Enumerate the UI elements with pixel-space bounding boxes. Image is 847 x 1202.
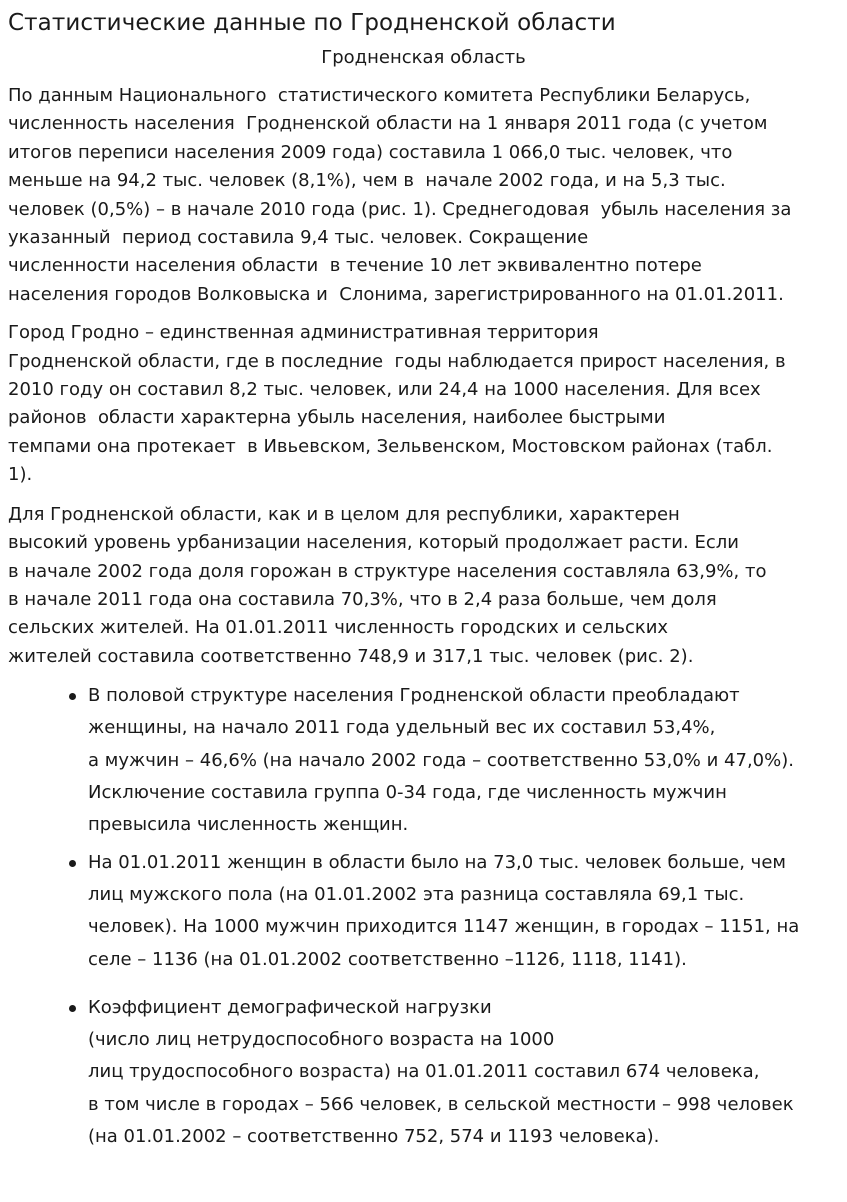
paragraph-grodno-city: [8, 319, 847, 489]
region-subtitle: Гродненская область: [321, 47, 526, 68]
text-line: человек (0,5%) – в начале 2010 года (рис. 1). Среднегодовая убыль населения за: [8, 198, 792, 220]
text-line: (на 01.01.2002 – соответственно 752, 574 и 1193 человека).: [88, 1125, 660, 1147]
text-line: меньше на 94,2 тыс. человек (8,1%), чем в начале 2002 года, и на 5,3 тыс.: [8, 170, 726, 192]
list-item-gender-structure: [8, 680, 847, 841]
text-line: численности населения области в течение 10 лет эквивалентно потере: [8, 255, 702, 277]
text-line: численность населения Гродненской области на 1 января 2011 года (с учетом: [8, 113, 768, 135]
text-line: в начале 2002 года доля горожан в структуре населения составляла 63,9%, то: [8, 560, 767, 582]
text-line: лиц мужского пола (на 01.01.2002 эта разница составляла 69,1 тыс.: [88, 883, 745, 905]
list-item-women-count: [8, 847, 847, 976]
text-line: жителей составила соответственно 748,9 и 317,1 тыс. человек (рис. 2).: [8, 645, 694, 667]
text-line: а мужчин – 46,6% (на начало 2002 года – соответственно 53,0% и 47,0%).: [88, 749, 794, 771]
bullet-list: [8, 680, 847, 1153]
text-line: Для Гродненской области, как и в целом для республики, характерен: [8, 503, 680, 525]
text-line: человек). На 1000 мужчин приходится 1147 женщин, в городах – 1151, на: [88, 916, 800, 938]
text-line: сельских жителей. На 01.01.2011 численность городских и сельских: [8, 617, 669, 639]
text-line: темпами она протекает в Ивьевском, Зельвенском, Мостовском районах (табл.: [8, 435, 773, 457]
text-line: Город Гродно – единственная административная территория: [8, 322, 599, 344]
bullet-dot-icon: [69, 693, 76, 700]
text-line: в том числе в городах – 566 человек, в сельской местности – 998 человек: [88, 1093, 794, 1115]
text-line: селе – 1136 (на 01.01.2002 соответственно –1126, 1118, 1141).: [88, 948, 687, 970]
text-line: Гродненской области, где в последние годы наблюдается прирост населения, в: [8, 350, 786, 372]
text-line: превысила численность женщин.: [88, 814, 409, 836]
text-line: На 01.01.2011 женщин в области было на 73,0 тыс. человек больше, чем: [88, 851, 786, 873]
text-line: лиц трудоспособного возраста) на 01.01.2011 составил 674 человека,: [88, 1061, 760, 1083]
text-line: высокий уровень урбанизации населения, который продолжает расти. Если: [8, 532, 739, 554]
text-line: в начале 2011 года она составила 70,3%, что в 2,4 раза больше, чем доля: [8, 588, 717, 610]
page-title: Статистические данные по Гродненской области: [8, 10, 616, 36]
text-line: (число лиц нетрудоспособного возраста на 1000: [88, 1029, 555, 1051]
paragraph-urbanization: [8, 501, 847, 671]
text-line: указанный период составила 9,4 тыс. человек. Сокращение: [8, 227, 589, 249]
text-line: Исключение составила группа 0-34 года, где численность мужчин: [88, 782, 727, 804]
paragraph-population: [8, 82, 847, 309]
bullet-dot-icon: [69, 1005, 76, 1012]
text-line: В половой структуре населения Гродненской области преобладают: [88, 685, 740, 707]
text-line: По данным Национального статистического комитета Республики Беларусь,: [8, 85, 751, 106]
text-line: итогов переписи населения 2009 года) составила 1 066,0 тыс. человек, что: [8, 141, 733, 163]
text-line: 2010 году он составил 8,2 тыс. человек, или 24,4 на 1000 населения. Для всех: [8, 379, 761, 401]
text-line: населения городов Волковыска и Слонима, зарегистрированного на 01.01.2011.: [8, 283, 784, 305]
bullet-dot-icon: [69, 860, 76, 867]
text-line: женщины, на начало 2011 года удельный вес их составил 53,4%,: [88, 717, 716, 739]
list-item-dependency-ratio: [8, 992, 847, 1153]
text-line: Коэффициент демографической нагрузки: [88, 996, 492, 1018]
text-line: 1).: [8, 464, 33, 486]
text-line: районов области характерна убыль населения, наиболее быстрыми: [8, 407, 666, 429]
